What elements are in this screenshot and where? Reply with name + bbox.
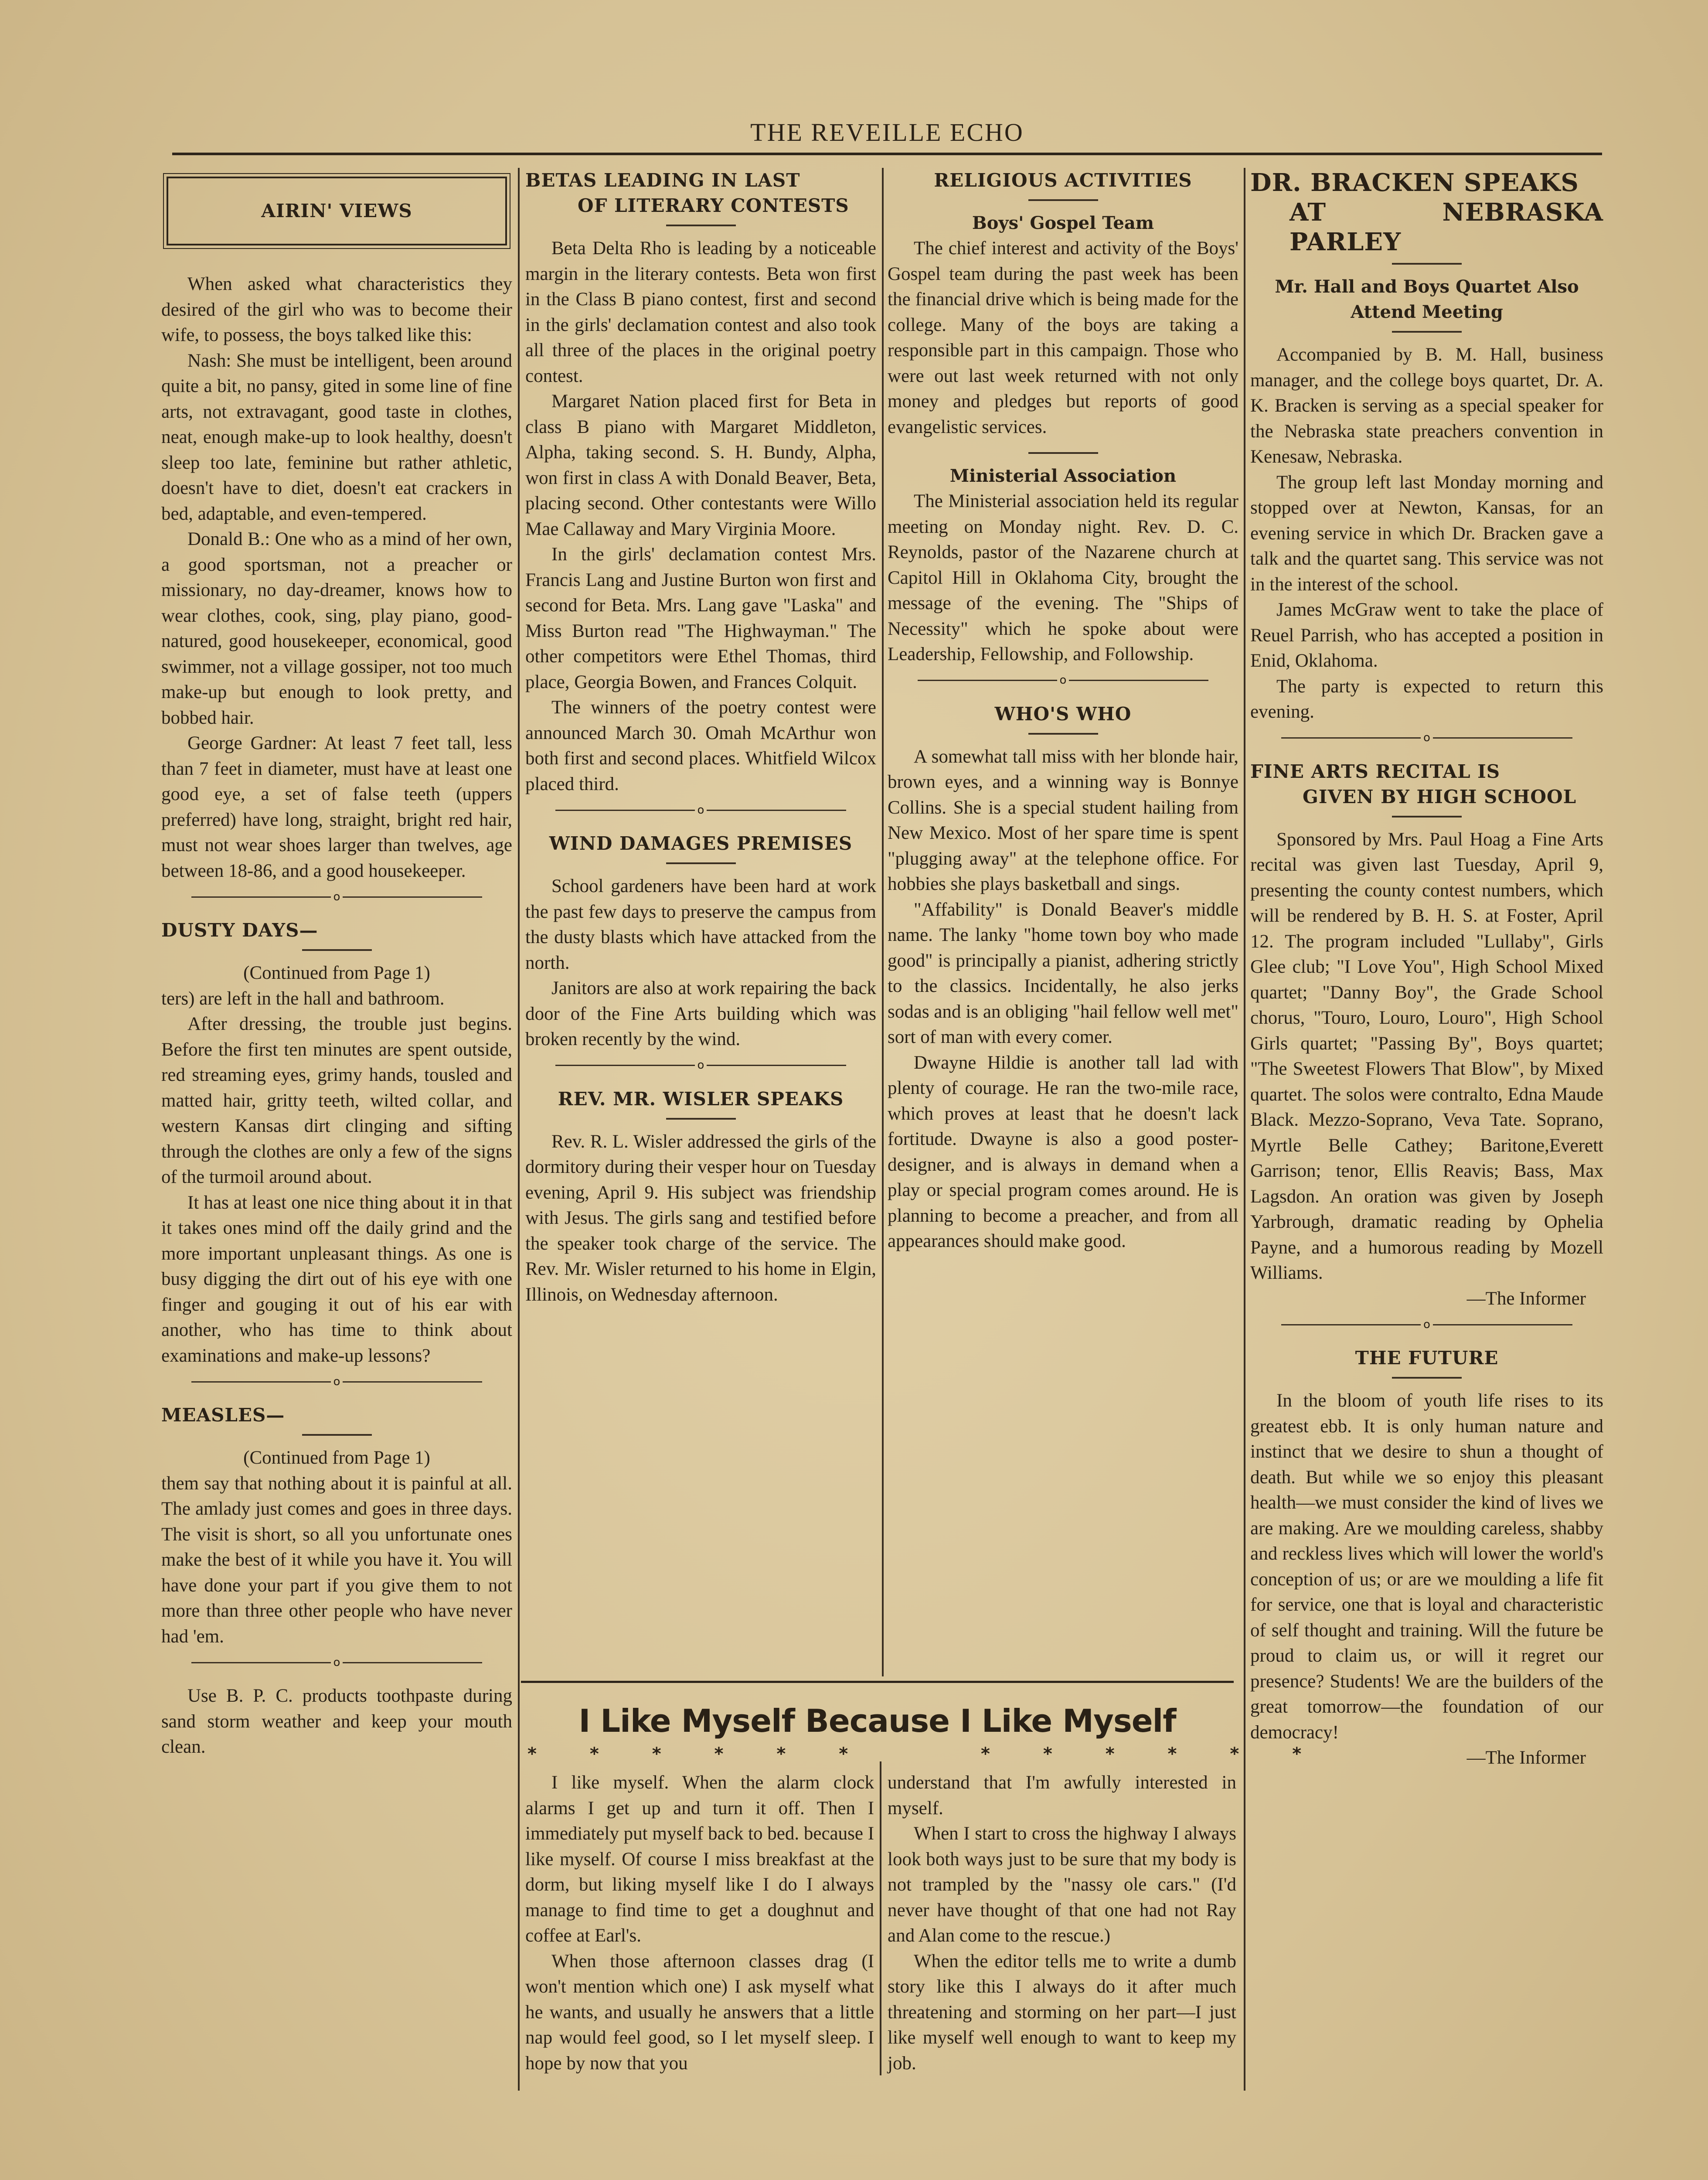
bpc-ad: Use B. P. C. products toothpaste during sand storm weather and keep your mouth clean. bbox=[161, 1686, 512, 1757]
bracken-heading-line-2: AT NEBRASKA PARLEY bbox=[1290, 198, 1603, 256]
paragraph: Margaret Nation placed first for Beta in class B piano with Margaret Middleton, Alpha, taking second. S. H. Bundy, Alpha, won first in class A with Donald Beaver, Beta, placing second. Other contestants were Willo Mae Callaway and Mary Virginia Moore. bbox=[525, 391, 876, 539]
column-1 bbox=[161, 168, 512, 1760]
paragraph: them say that nothing about it is painful at all. The amlady just comes and goes in three days. The visit is short, so all you unfortunate ones make the best of it while you have it. You will have done your part if you give them to not more than three other people who have never had 'em. bbox=[161, 1473, 512, 1647]
heading-rule bbox=[1028, 199, 1098, 201]
paragraph: "Affability" is Donald Beaver's middle name. The lanky "home town boy who made good" is principally a pianist, adhering strictly to the classics. Incidentally, he also jerks sodas and is an obliging "hail fellow well met" sort of man with every comer. bbox=[888, 899, 1238, 1047]
signature: —The Informer bbox=[1466, 1747, 1586, 1768]
airin-views-box bbox=[167, 177, 507, 245]
column-rule-3 bbox=[1244, 168, 1245, 2091]
dusty-days-heading: DUSTY DAYS— bbox=[161, 920, 318, 941]
paragraph: The chief interest and activity of the Boys' Gospel team during the past week has been the financial drive which is being made for the college. Many of the boys are taking a responsible part in this campaign. Those who were out last week returned with not only money and pledges but reports of good evangelistic services. bbox=[888, 238, 1238, 437]
myself-right-column bbox=[888, 1770, 1236, 2076]
column-2 bbox=[525, 168, 876, 1308]
heading-rule bbox=[302, 1434, 372, 1436]
heading-rule bbox=[1028, 452, 1098, 454]
masthead: THE REVEILLE ECHO bbox=[750, 118, 1024, 146]
heading-rule bbox=[1392, 1377, 1462, 1379]
measles-heading: MEASLES— bbox=[161, 1404, 285, 1426]
heading-rule bbox=[302, 949, 372, 951]
column-rule-1 bbox=[518, 168, 520, 2091]
future-article bbox=[1250, 1388, 1603, 1771]
airin-views-heading: AIRIN' VIEWS bbox=[261, 200, 412, 221]
myself-left-column bbox=[525, 1770, 874, 2076]
paragraph: The Ministerial association held its regular meeting on Monday night. Rev. D. C. Reynolds, pastor of the Nazarene church at Capitol Hill in Oklahoma City, brought the message of the evening. The "Ships of Necessity" which he spoke about were Leadership, Fellowship, and Followship. bbox=[888, 491, 1238, 664]
wisler-heading: REV. MR. WISLER SPEAKS bbox=[558, 1088, 844, 1110]
wind-damages-article bbox=[525, 874, 876, 1053]
paragraph: ters) are left in the hall and bathroom. bbox=[161, 988, 445, 1009]
paragraph: The party is expected to return this evening. bbox=[1250, 676, 1603, 722]
betas-heading-line-2: OF LITERARY CONTESTS bbox=[578, 195, 849, 216]
stars-right: * * * * * * bbox=[981, 1744, 1325, 1764]
stars-left: * * * * * * bbox=[527, 1744, 872, 1764]
bracken-subheading-line-2: Attend Meeting bbox=[1351, 302, 1503, 322]
myself-headline: I Like Myself Because I Like Myself bbox=[578, 1703, 1176, 1739]
heading-rule bbox=[1392, 263, 1462, 265]
religious-activities-heading: RELIGIOUS ACTIVITIES bbox=[934, 170, 1192, 191]
heading-rule bbox=[1392, 816, 1462, 818]
masthead-rule bbox=[172, 153, 1602, 155]
paragraph: In the girls' declamation contest Mrs. Francis Lang and Justine Burton won first and second for Beta. Mrs. Lang gave "Laska" and Miss Burton read "The Highwayman." The other competitors were Ethel Thomas, third place, Georgia Bowen, and Frances Colquit. bbox=[525, 544, 876, 692]
fine-arts-heading-line-1: FINE ARTS RECITAL IS bbox=[1250, 760, 1500, 782]
whos-who-heading: WHO'S WHO bbox=[994, 703, 1132, 725]
banner-rule bbox=[521, 1681, 1234, 1683]
paragraph: After dressing, the trouble just begins. Before the first ten minutes are spent outside, red streaming eyes, grimy hands, tousled and matted hair, gritty teeth, wilted collar, and western Kansas dirt clinging and sifting through the clothes are only a few of the signs of the turmoil around about. bbox=[161, 1014, 512, 1187]
betas-heading-line-1: BETAS LEADING IN LAST bbox=[525, 170, 800, 191]
paragraph: I like myself. When the alarm clock alarms I get up and turn it off. Then I immediately put myself back to bed. because I like myself. Of course I miss breakfast at the dorm, but liking myself like I do I always manage to find time to get a doughnut and coffee at Earl's. bbox=[525, 1772, 874, 1946]
dusty-days-article bbox=[161, 986, 512, 1369]
paragraph: Dwayne Hildie is another tall lad with plenty of courage. He ran the two-mile race, which proves at least that he doesn't lack fortitude. Dwayne is also a good poster-designer, and is always in demand when a play or special program comes around. He is planning to become a preacher, and from all appearances should make good. bbox=[888, 1052, 1238, 1251]
heading-rule bbox=[666, 1118, 736, 1120]
separator: o bbox=[161, 1373, 512, 1390]
gospel-team-subheading: Boys' Gospel Team bbox=[972, 213, 1154, 233]
continued-note: (Continued from Page 1) bbox=[243, 963, 430, 983]
fine-arts-heading-line-2: GIVEN BY HIGH SCHOOL bbox=[1303, 786, 1577, 807]
ministerial-subheading: Ministerial Association bbox=[949, 466, 1177, 486]
paragraph: George Gardner: At least 7 feet tall, less than 7 feet in diameter, must have at least one good eye, a set of false teeth (uppers preferred) have long, straight, bright red hair, must not wear shoes larger than twelves, age between 18-86, and a good housekeeper. bbox=[161, 733, 512, 881]
paragraph: When asked what characteristics they desired of the girl who was to become their wife, to possess, the boys talked like this: bbox=[161, 274, 512, 345]
paragraph: When those afternoon classes drag (I won't mention which one) I ask myself what he wants, and usually he answers that a little nap would feel good, so I let myself sleep. I hope by now that you bbox=[525, 1951, 874, 2074]
column-rule-4 bbox=[880, 1761, 881, 2075]
separator: o bbox=[525, 1057, 876, 1074]
paragraph: Janitors are also at work repairing the back door of the Fine Arts building which was broken recently by the wind. bbox=[525, 978, 876, 1049]
signature: —The Informer bbox=[1466, 1288, 1586, 1309]
paragraph: Accompanied by B. M. Hall, business manager, and the college boys quartet, Dr. A. K. Bracken is serving as a special speaker for the Nebraska state preachers convention in Kenesaw, Nebraska. bbox=[1250, 344, 1603, 467]
paragraph: When I start to cross the highway I always look both ways just to be sure that my body is not trampled by the "nassy ole cars." (I'd never have thought of that one had not Ray and Alan come to the rescue.) bbox=[888, 1823, 1236, 1946]
separator: o bbox=[161, 888, 512, 906]
paragraph: Rev. R. L. Wisler addressed the girls of the dormitory during their vesper hour on Tuesday evening, April 9. His subject was friendship with Jesus. The girls sang and testified before the speaker took charge of the service. The Rev. Mr. Wisler returned to his home in Elgin, Illinois, on Wednesday afternoon. bbox=[525, 1131, 876, 1305]
heading-rule bbox=[1028, 733, 1098, 735]
betas-article bbox=[525, 236, 876, 797]
separator: o bbox=[525, 801, 876, 819]
paragraph: Nash: She must be intelligent, been around quite a bit, no pansy, gited in some line of fine arts, not extravagant, good taste in clothes, neat, enough make-up to look healthy, doesn't sleep too late, feminine but rather athletic, doesn't have to diet, doesn't eat crackers in bed, adaptable, and even-tempered. bbox=[161, 350, 512, 524]
airin-views-article bbox=[161, 272, 512, 884]
wind-damages-heading: WIND DAMAGES PREMISES bbox=[549, 833, 853, 854]
bracken-article bbox=[1250, 342, 1603, 725]
paragraph: A somewhat tall miss with her blonde hair, brown eyes, and a winning way is Bonnye Collins. She is a special student hailing from New Mexico. Most of her spare time is spent "plugging away" at the telephone office. For hobbies she plays basketball and sings. bbox=[888, 746, 1238, 894]
paragraph: Beta Delta Rho is leading by a noticeable margin in the literary contests. Beta won first in the Class B piano contest, first and second in the girls' declamation contest and also took all three of the places in the original poetry contest. bbox=[525, 238, 876, 386]
paragraph: Sponsored by Mrs. Paul Hoag a Fine Arts recital was given last Tuesday, April 9, presenting the county contest numbers, which will be rendered by B. H. S. at Foster, April 12. The program included "Lullaby", Girls Glee club; "I Love You", High School Mixed quartet; "Danny Boy", the Grade School chorus, "Touro, Louro, Louro", High School Girls quartet; "Passing By", Boys quartet; "The Sweetest Flowers That Blow", by Mixed quartet. The solos were contralto, Edna Maude Black. Mezzo-Soprano, Veva Tate. Soprano, Myrtle Belle Cathey; Baritone,Everett Garrison; tenor, Ellis Reavis; Bass, Max Lagsdon. An oration was given by Joseph Yarbrough, dramatic reading by Ophelia Payne, and a humorous reading by Mozell Williams. bbox=[1250, 829, 1603, 1283]
paragraph: understand that I'm awfully interested in myself. bbox=[888, 1772, 1236, 1819]
heading-rule bbox=[666, 225, 736, 226]
paragraph: Donald B.: One who as a mind of her own, a good sportsman, not a preacher or missionary, no day-dreamer, knows how to wear clothes, cook, sing, play piano, good-natured, good housekeeper, economical, good swimmer, not a village gossiper, not too much make-up but enough to look pretty, and bobbed hair. bbox=[161, 529, 512, 728]
paragraph: The group left last Monday morning and stopped over at Newton, Kansas, for an evening service in which Dr. Bracken gave a talk and the quartet sang. This service was not in the interest of the school. bbox=[1250, 472, 1603, 595]
continued-note: (Continued from Page 1) bbox=[243, 1448, 430, 1468]
future-heading: THE FUTURE bbox=[1355, 1347, 1499, 1369]
column-4 bbox=[1250, 168, 1603, 1771]
whos-who-article bbox=[888, 744, 1238, 1254]
paragraph: In the bloom of youth life rises to its greatest ebb. It is only human nature and instinct that we desire to shun a thought of death. But while we so enjoy this pleasant health—we must consider the kind of lives we are making. Are we moulding careless, shabby and reckless lives which will lower the world's conception of us; or are we moulding a life fit for service, one that is loyal and characteristic of self thought and training. Will the future be proud to claim us, or will it regret our presence? Students! We are the builders of the great tomorrow—the foundation of our democracy! bbox=[1250, 1390, 1603, 1743]
paragraph: It has at least one nice thing about it in that it takes ones mind off the daily grind and the more important unpleasant things. As one is busy digging the dirt out of his eye with one finger and gouging it out of his ear with another, who has time to think about examinations and make-up lessons? bbox=[161, 1192, 512, 1366]
heading-rule bbox=[666, 862, 736, 864]
paragraph: James McGraw went to take the place of Reuel Parrish, who has accepted a position in Enid, Oklahoma. bbox=[1250, 600, 1603, 671]
separator: o bbox=[161, 1654, 512, 1671]
gospel-team-article bbox=[888, 236, 1238, 440]
separator: o bbox=[888, 672, 1238, 689]
ministerial-article bbox=[888, 489, 1238, 668]
separator: o bbox=[1250, 1316, 1603, 1333]
column-3 bbox=[888, 168, 1238, 1254]
paragraph: The winners of the poetry contest were announced March 30. Omah McArthur won both first and second places. Whitfield Wilcox placed third. bbox=[525, 697, 876, 794]
wisler-article bbox=[525, 1129, 876, 1308]
heading-rule bbox=[1392, 331, 1462, 333]
bracken-heading-line-1: DR. BRACKEN SPEAKS bbox=[1250, 168, 1579, 197]
column-rule-2 bbox=[882, 168, 884, 1676]
measles-article bbox=[161, 1471, 512, 1650]
paragraph: School gardeners have been hard at work the past few days to preserve the campus from the dusty blasts which have attacked from the north. bbox=[525, 876, 876, 973]
separator: o bbox=[1250, 729, 1603, 747]
fine-arts-article bbox=[1250, 827, 1603, 1312]
bracken-subheading-line-1: Mr. Hall and Boys Quartet Also bbox=[1275, 276, 1579, 297]
paragraph: When the editor tells me to write a dumb story like this I always do it after much threatening and storming on her part—I just like myself well enough to want to keep my job. bbox=[888, 1951, 1236, 2074]
